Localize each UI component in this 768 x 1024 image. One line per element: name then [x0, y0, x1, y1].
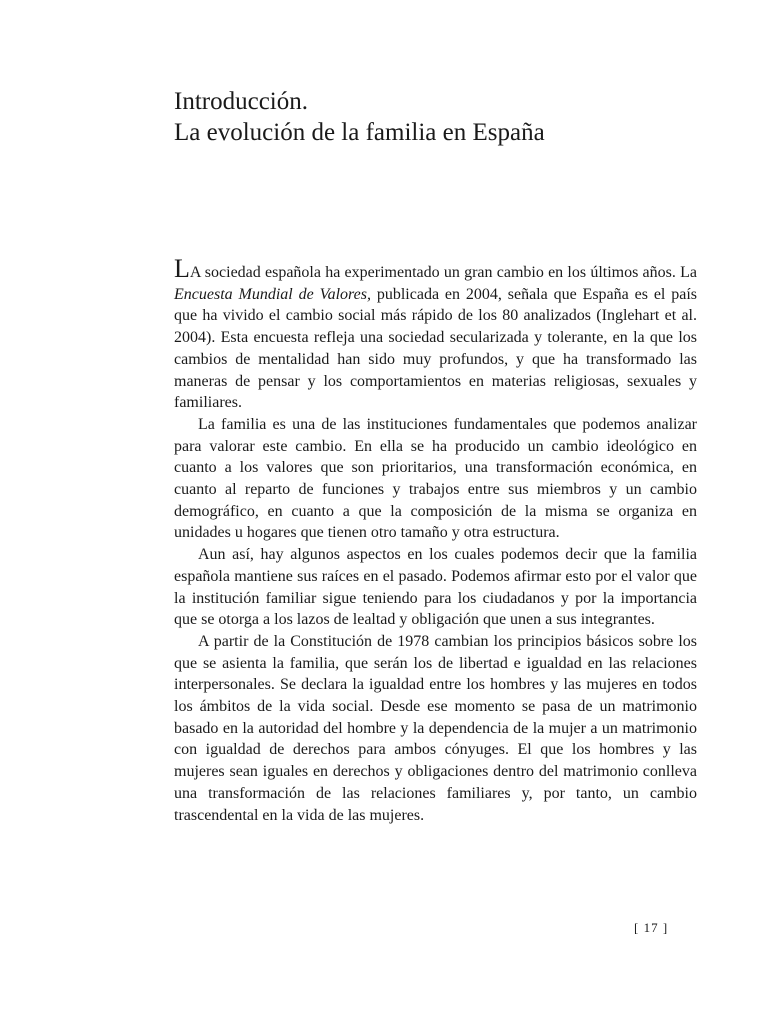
- paragraph-1: [174, 254, 698, 414]
- page-number: [ 17 ]: [634, 920, 669, 935]
- small-cap: A: [189, 264, 201, 281]
- chapter-title: [174, 86, 714, 148]
- drop-cap: L: [174, 254, 190, 283]
- paragraph-1-text-b: publicada en 2004, señala que España es el país que ha vivido el cambio social más rápido de los 80 analizados (Inglehart et al. 2004). Esta encuesta refleja una sociedad secularizada y tolerante, en la que los cambios de mentalidad han sido muy profundos, y que ha transformado las maneras de pensar y los comportamientos en materias religiosas, sexuales y familiares.: [174, 285, 698, 412]
- paragraph-2: La familia es una de las instituciones fundamentales que podemos analizar para valorar este cambio. En ella se ha producido un cambio ideológico en cuanto a los valores que son prioritarios, una transformación económica, en cuanto al reparto de funciones y trabajos entre sus miembros y un cambio demográfico, en cuanto a que la composición de la misma se organiza en unidades u hogares que tienen otro tamaño y otra estructura.: [174, 415, 697, 542]
- paragraph-3: Aun así, hay algunos aspectos en los cuales podemos decir que la familia española mantiene sus raíces en el pasado. Podemos afirmar esto por el valor que la institución familiar sigue teniendo para los ciudadanos y por la importancia que se otorga a los lazos de lealtad y obligación que unen a sus integrantes.: [174, 546, 697, 629]
- chapter-title-line-1: Introducción.: [174, 88, 308, 115]
- paragraph-1-text-a: sociedad española ha experimentado un gran cambio en los últimos años. La: [200, 264, 697, 281]
- chapter-title-line-2: La evolución de la familia en España: [174, 119, 545, 146]
- survey-title-italic: Encuesta Mundial de Valores,: [174, 285, 371, 303]
- paragraph-4: A partir de la Constitución de 1978 cambian los principios básicos sobre los que se asienta la familia, que serán los de libertad e igualdad en las relaciones interpersonales. Se declara la igualdad entre los hombres y las mujeres en todos los ámbitos de la vida social. Desde ese momento se pasa de un matrimonio basado en la autoridad del hombre y la dependencia de la mujer a un matrimonio con igualdad de derechos para ambos cónyuges. El que los hombres y las mujeres sean iguales en derechos y obligaciones dentro del matrimonio conlleva una transformación de las relaciones familiares y, por tanto, un cambio trascendental en la vida de las mujeres.: [174, 632, 697, 824]
- body-text: [174, 254, 698, 826]
